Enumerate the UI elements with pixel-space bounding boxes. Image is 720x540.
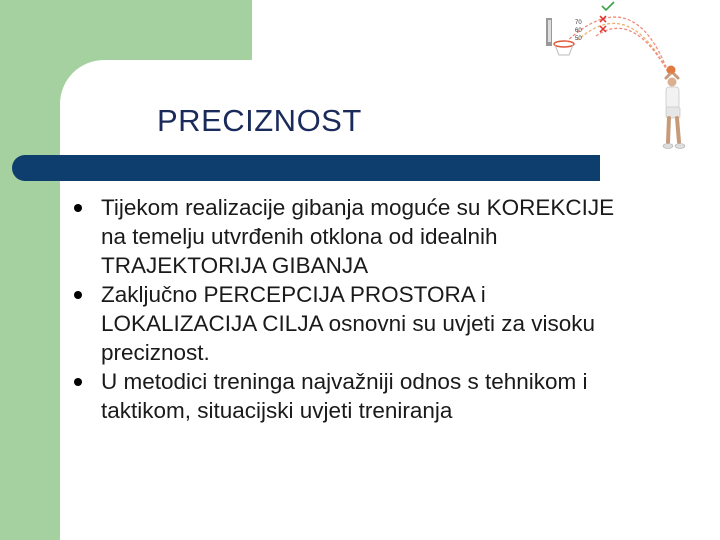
bullet-text: Zaključno PERCEPCIJA PROSTORA i LOKALIZACIJA CILJA osnovni su uvjeti za visoku preciznost.: [101, 282, 595, 365]
angle-label: 70: [575, 20, 582, 26]
check-mark-icon: [602, 2, 614, 10]
bullet-list: [72, 193, 632, 425]
angle-label: 50: [575, 36, 582, 42]
trajectory-low: [596, 28, 668, 72]
bullet-text: U metodici treninga najvažniji odnos s tehnikom i taktikom, situacijski uvjeti treniranja: [101, 369, 588, 423]
title-underline-bar: [12, 155, 600, 181]
bullet-item: [72, 280, 632, 367]
bullet-text: Tijekom realizacije gibanja moguće su KOREKCIJE na temelju utvrđenih otklona od idealnih TRAJEKTORIJA GIBANJA: [101, 195, 615, 278]
bullet-dot-icon: [74, 291, 82, 299]
basketball-shot-trajectory-icon: [538, 0, 720, 155]
bullet-dot-icon: [74, 378, 82, 386]
hoop-icon: [554, 41, 574, 47]
bullet-dot-icon: [74, 204, 82, 212]
trajectory-mid: [578, 23, 668, 72]
cross-mark-icon: [600, 26, 606, 32]
slide-title: PRECIZNOST: [157, 103, 362, 138]
angle-label: 60: [575, 28, 582, 34]
bullet-item: [72, 367, 632, 425]
basketball-player-icon: [663, 66, 685, 149]
bullet-item: [72, 193, 632, 280]
